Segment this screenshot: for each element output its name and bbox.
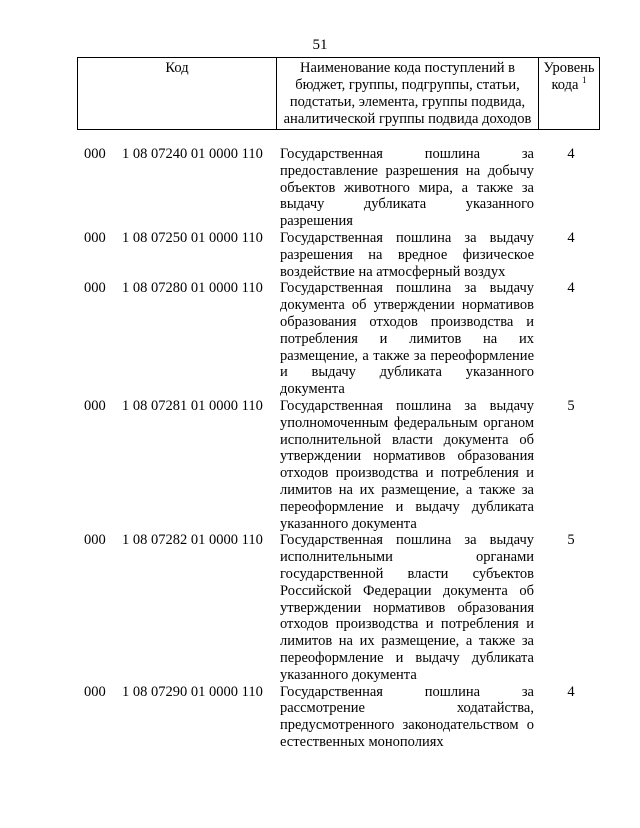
header-level bbox=[539, 58, 600, 130]
row-level: 4 bbox=[567, 280, 575, 297]
row-code: 1 08 07280 01 0000 110 bbox=[122, 280, 263, 297]
row-name: Государственная пошлина за выдачу исполнительными органами государственной власти субъектов Российской Федерации документа об утверждении нормативов образования отходов производства и потребления и лимитов на их размещение, а также за переоформление и выдачу дубликата указанного документа bbox=[280, 532, 534, 683]
header-level-label: Уровень кода bbox=[543, 60, 595, 93]
row-level: 4 bbox=[567, 683, 575, 700]
table-body bbox=[84, 146, 594, 751]
header-name: Наименование кода поступлений в бюджет, группы, подгруппы, статьи, подстатьи, элемента, группы подвида, аналитической группы подвида доходов bbox=[277, 58, 539, 130]
row-prefix: 000 bbox=[84, 229, 106, 246]
table-row bbox=[84, 684, 594, 751]
row-name: Государственная пошлина за рассмотрение ходатайства, предусмотренного законодательством о естественных монополиях bbox=[280, 683, 534, 750]
row-level: 4 bbox=[567, 229, 575, 246]
table-row bbox=[84, 398, 594, 532]
row-code: 1 08 07290 01 0000 110 bbox=[122, 683, 263, 700]
row-prefix: 000 bbox=[84, 683, 106, 700]
row-code: 1 08 07240 01 0000 110 bbox=[122, 146, 263, 162]
row-code: 1 08 07281 01 0000 110 bbox=[122, 397, 263, 414]
row-name: Государственная пошлина за выдачу разрешения на вредное физическое воздействие на атмосферный воздух bbox=[280, 229, 534, 280]
table-row bbox=[84, 230, 594, 280]
table-row bbox=[84, 532, 594, 683]
row-code: 1 08 07282 01 0000 110 bbox=[122, 532, 263, 549]
table-header bbox=[77, 57, 600, 130]
table-row bbox=[84, 280, 594, 398]
header-code: Код bbox=[78, 58, 277, 130]
row-name: Государственная пошлина за выдачу уполномоченным федеральным органом исполнительной власти документа об утверждении нормативов образования отходов производства и потребления и лимитов на их размещение, а также за переоформление и выдачу дубликата указанного документа bbox=[280, 397, 534, 532]
table-row bbox=[84, 146, 594, 230]
row-level: 4 bbox=[567, 146, 575, 162]
page-number: 51 bbox=[312, 37, 328, 53]
row-prefix: 000 bbox=[84, 532, 106, 549]
row-name: Государственная пошлина за предоставление разрешения на добычу объектов животного мира, а также за выдачу дубликата указанного разрешения bbox=[280, 146, 534, 230]
row-name: Государственная пошлина за выдачу документа об утверждении нормативов образования отходов производства и потребления и лимитов на их размещение, а также за переоформление и выдачу дубликата указанного документа bbox=[280, 280, 534, 398]
row-level: 5 bbox=[567, 397, 575, 414]
row-prefix: 000 bbox=[84, 397, 106, 414]
row-level: 5 bbox=[567, 532, 575, 549]
row-prefix: 000 bbox=[84, 280, 106, 297]
row-prefix: 000 bbox=[84, 146, 106, 162]
footnote-marker: 1 bbox=[582, 75, 587, 86]
row-code: 1 08 07250 01 0000 110 bbox=[122, 229, 263, 246]
